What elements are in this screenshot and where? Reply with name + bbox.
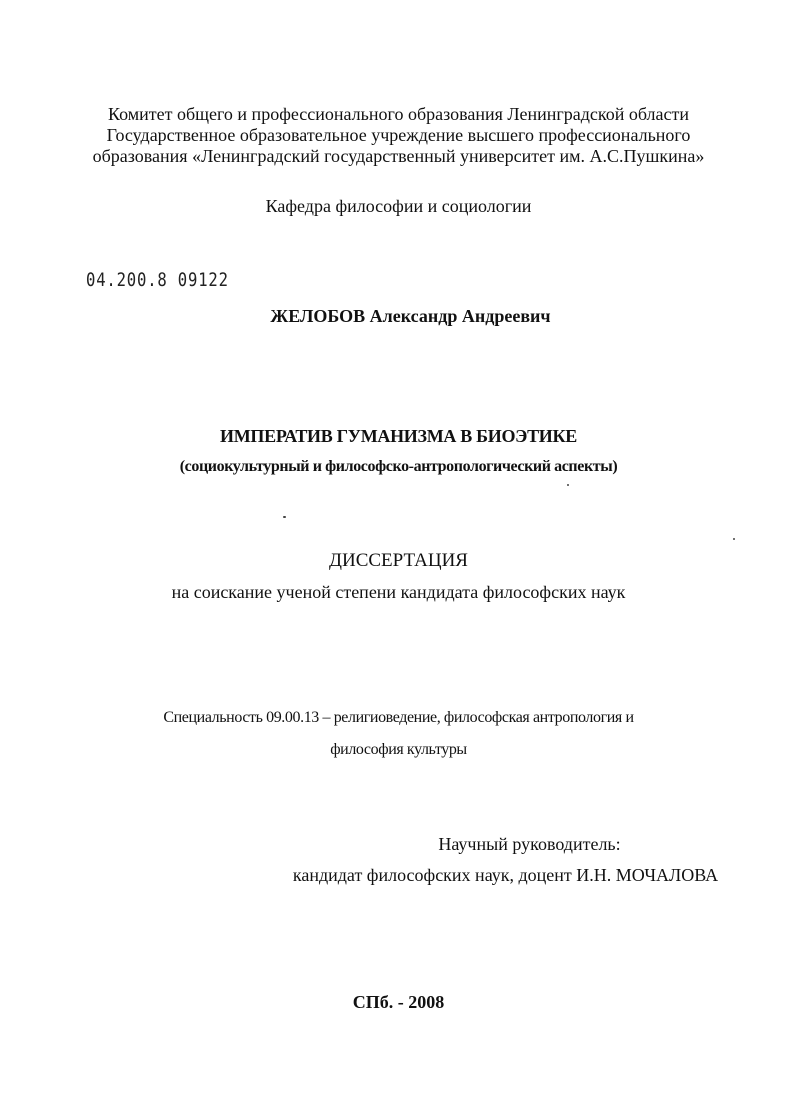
document-type: ДИССЕРТАЦИЯ <box>329 550 468 571</box>
supervisor-label: Научный руководитель: <box>438 834 621 854</box>
degree-purpose: на соискание ученой степени кандидата философских наук <box>171 582 626 602</box>
author-name: ЖЕЛОБОВ Александр Андреевич <box>270 306 551 326</box>
header-line-3: образования «Ленинградский государственный университет им. А.С.Пушкина» <box>92 146 705 166</box>
header-line-2: Государственное образовательное учреждение высшего профессионального <box>106 125 691 145</box>
scan-speck <box>567 484 569 486</box>
specialty-line-1: Специальность 09.00.13 – религиоведение, философская антропология и <box>163 709 634 726</box>
specialty-line-2: философия культуры <box>330 741 467 758</box>
department: Кафедра философии и социологии <box>265 196 532 216</box>
supervisor-details: кандидат философских наук, доцент И.Н. МОЧАЛОВА <box>292 865 719 885</box>
thesis-subtitle: (социокультурный и философско-антропологический аспекты) <box>179 458 618 475</box>
scan-speck <box>733 538 735 540</box>
place-year: СПб. - 2008 <box>352 992 445 1012</box>
thesis-title: ИМПЕРАТИВ ГУМАНИЗМА В БИОЭТИКЕ <box>220 426 577 446</box>
scan-speck <box>283 516 286 518</box>
library-stamp-number: 04.200.8 09122 <box>86 269 229 291</box>
header-line-1: Комитет общего и профессионального образования Ленинградской области <box>107 104 690 124</box>
